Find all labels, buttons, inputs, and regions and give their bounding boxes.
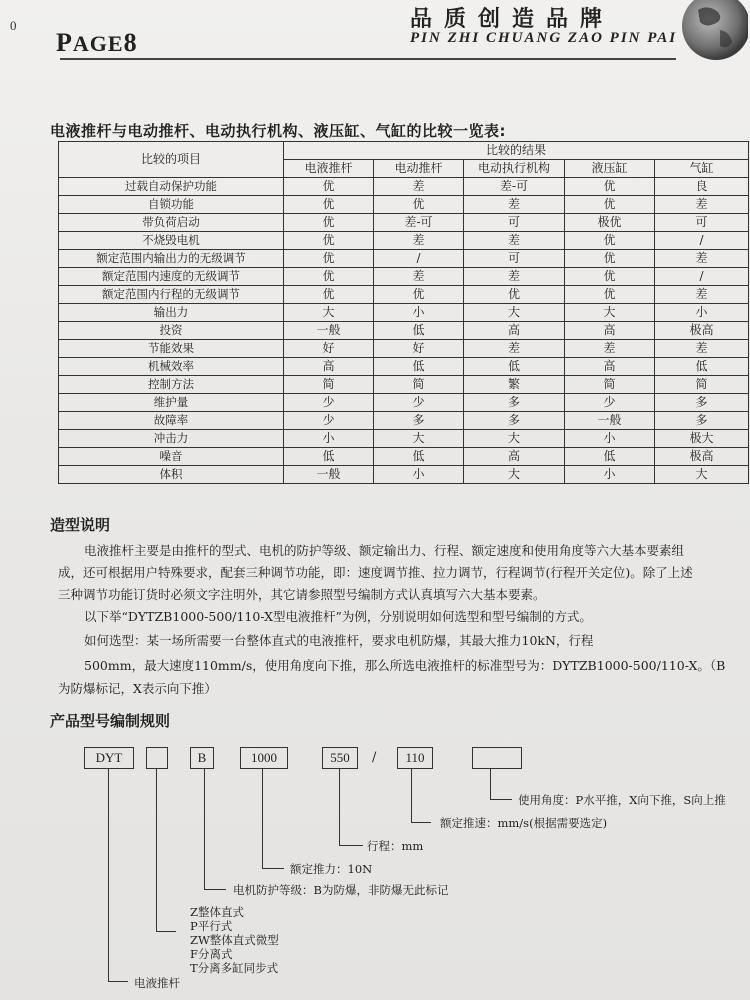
leader-line bbox=[204, 769, 205, 889]
model-box-series: DYT bbox=[84, 747, 134, 769]
row-value: 低 bbox=[655, 358, 749, 376]
globe-icon bbox=[668, 0, 748, 66]
label-speed: 额定推速：mm/s(根据需要选定) bbox=[440, 816, 608, 830]
selection-title: 造型说明 bbox=[50, 516, 111, 534]
table-title: 电液推杆与电动推杆、电动执行机构、液压缸、气缸的比较一览表: bbox=[50, 122, 507, 140]
table-row bbox=[59, 430, 749, 448]
row-value: 低 bbox=[284, 448, 374, 466]
leader-line bbox=[108, 981, 128, 982]
row-value: 优 bbox=[284, 178, 374, 196]
table-row bbox=[59, 214, 749, 232]
model-box-angle bbox=[472, 747, 522, 769]
label-types bbox=[190, 905, 279, 975]
page-number: 8 bbox=[123, 28, 138, 57]
row-value: 优 bbox=[565, 178, 655, 196]
row-item: 投资 bbox=[59, 322, 284, 340]
row-value: 优 bbox=[284, 250, 374, 268]
table-row bbox=[59, 394, 749, 412]
row-value: 差-可 bbox=[374, 214, 464, 232]
leader-line bbox=[156, 931, 176, 932]
selection-line: 如何选型：某一场所需要一台整体直式的电液推杆，要求电机防爆，其最大推力10kN，行程 bbox=[84, 633, 594, 648]
row-value: 大 bbox=[565, 304, 655, 322]
page-label-prefix: P bbox=[56, 28, 73, 57]
row-value: 高 bbox=[284, 358, 374, 376]
row-value: 低 bbox=[374, 448, 464, 466]
row-value: 简 bbox=[284, 376, 374, 394]
selection-line: 成，还可根据用户特殊要求，配套三种调节功能，即：速度调节推、拉力调节，行程调节(行程开关定位)。除了上述 bbox=[58, 565, 693, 580]
item-header: 比较的项目 bbox=[59, 142, 284, 178]
column-header: 电动推杆 bbox=[374, 160, 464, 178]
row-value: 小 bbox=[374, 466, 464, 484]
row-value: 好 bbox=[374, 340, 464, 358]
row-value: 优 bbox=[565, 250, 655, 268]
row-value: / bbox=[655, 268, 749, 286]
leader-line bbox=[108, 769, 109, 981]
leader-line bbox=[490, 769, 491, 799]
row-value: 可 bbox=[655, 214, 749, 232]
row-value: 差 bbox=[655, 286, 749, 304]
leader-line bbox=[411, 769, 412, 822]
row-value: 优 bbox=[284, 286, 374, 304]
table-header-row bbox=[59, 142, 749, 160]
row-value: 繁 bbox=[464, 376, 565, 394]
row-value: 多 bbox=[464, 412, 565, 430]
comparison-table bbox=[58, 141, 749, 484]
row-value: 少 bbox=[284, 394, 374, 412]
row-value: 优 bbox=[284, 196, 374, 214]
row-value: 好 bbox=[284, 340, 374, 358]
type-option: ZW整体直式微型 bbox=[190, 933, 279, 947]
row-value: 差 bbox=[374, 178, 464, 196]
row-value: / bbox=[655, 232, 749, 250]
row-value: 优 bbox=[374, 196, 464, 214]
label-force: 额定推力：10N bbox=[290, 862, 373, 876]
corner-mark: 0 bbox=[10, 18, 17, 33]
table-row bbox=[59, 304, 749, 322]
model-box-type bbox=[146, 747, 168, 769]
row-item: 额定范围内速度的无级调节 bbox=[59, 268, 284, 286]
table-body bbox=[59, 178, 749, 484]
row-value: 差 bbox=[464, 232, 565, 250]
column-header: 电液推杆 bbox=[284, 160, 374, 178]
row-value: 低 bbox=[464, 358, 565, 376]
row-item: 噪音 bbox=[59, 448, 284, 466]
table-row bbox=[59, 358, 749, 376]
table-row bbox=[59, 340, 749, 358]
row-value: 可 bbox=[464, 214, 565, 232]
row-value: 优 bbox=[284, 214, 374, 232]
row-value: 小 bbox=[565, 430, 655, 448]
row-value: 优 bbox=[565, 268, 655, 286]
row-item: 冲击力 bbox=[59, 430, 284, 448]
row-value: 少 bbox=[565, 394, 655, 412]
row-item: 不烧毁电机 bbox=[59, 232, 284, 250]
row-value: 多 bbox=[464, 394, 565, 412]
row-value: 极高 bbox=[655, 322, 749, 340]
row-value: 多 bbox=[374, 412, 464, 430]
row-item: 输出力 bbox=[59, 304, 284, 322]
model-separator: / bbox=[372, 750, 377, 765]
leader-line bbox=[339, 769, 340, 845]
row-value: 优 bbox=[284, 232, 374, 250]
leader-line bbox=[156, 769, 157, 931]
row-value: 差 bbox=[374, 268, 464, 286]
header-slogan-pinyin: PIN ZHI CHUANG ZAO PIN PAI bbox=[410, 30, 678, 46]
row-value: 低 bbox=[374, 358, 464, 376]
table-row bbox=[59, 178, 749, 196]
row-value: 极大 bbox=[655, 430, 749, 448]
table-row bbox=[59, 250, 749, 268]
row-value: 差 bbox=[464, 268, 565, 286]
leader-line bbox=[339, 845, 363, 846]
table-row bbox=[59, 232, 749, 250]
row-item: 额定范围内输出力的无级调节 bbox=[59, 250, 284, 268]
row-value: 可 bbox=[464, 250, 565, 268]
row-value: 差 bbox=[464, 196, 565, 214]
row-value: 优 bbox=[565, 232, 655, 250]
row-value: 差 bbox=[464, 340, 565, 358]
row-value: 高 bbox=[565, 322, 655, 340]
result-header: 比较的结果 bbox=[284, 142, 749, 160]
selection-line: 为防爆标记，X表示向下推） bbox=[58, 681, 217, 696]
leader-line bbox=[490, 799, 512, 800]
column-header: 液压缸 bbox=[565, 160, 655, 178]
model-rule-title: 产品型号编制规则 bbox=[50, 712, 171, 730]
row-item: 带负荷启动 bbox=[59, 214, 284, 232]
row-value: 差 bbox=[565, 340, 655, 358]
row-value: 大 bbox=[464, 304, 565, 322]
row-value: 差 bbox=[655, 250, 749, 268]
row-item: 额定范围内行程的无级调节 bbox=[59, 286, 284, 304]
row-value: 优 bbox=[374, 286, 464, 304]
row-value: 优 bbox=[565, 286, 655, 304]
header-divider bbox=[60, 58, 676, 60]
page-label bbox=[56, 28, 138, 58]
row-value: 高 bbox=[464, 448, 565, 466]
table-row bbox=[59, 448, 749, 466]
row-value: 一般 bbox=[284, 466, 374, 484]
type-option: T分离多缸同步式 bbox=[190, 961, 279, 975]
row-value: 极高 bbox=[655, 448, 749, 466]
selection-line: 三种调节功能订货时必须文字注明外，其它请参照型号编制方式认真填写六大基本要素。 bbox=[58, 587, 546, 602]
row-value: 低 bbox=[565, 448, 655, 466]
type-option: Z整体直式 bbox=[190, 905, 244, 919]
label-protection: 电机防护等级：B为防爆，非防爆无此标记 bbox=[233, 883, 449, 897]
table-row bbox=[59, 196, 749, 214]
row-value: 少 bbox=[374, 394, 464, 412]
row-value: 大 bbox=[464, 430, 565, 448]
column-header: 气缸 bbox=[655, 160, 749, 178]
label-product: 电液推杆 bbox=[134, 976, 180, 990]
model-box-speed: 110 bbox=[397, 747, 433, 769]
row-value: 简 bbox=[374, 376, 464, 394]
row-value: 优 bbox=[284, 268, 374, 286]
selection-line: 以下举“DYTZB1000-500/110-X型电液推杆”为例，分别说明如何选型和型号编制的方式。 bbox=[84, 609, 592, 624]
type-option: P平行式 bbox=[190, 919, 233, 933]
selection-line: 电液推杆主要是由推杆的型式、电机的防护等级、额定输出力、行程、额定速度和使用角度等六大基本要素组 bbox=[84, 543, 685, 558]
row-value: 良 bbox=[655, 178, 749, 196]
type-option: F分离式 bbox=[190, 947, 233, 961]
row-item: 控制方法 bbox=[59, 376, 284, 394]
table-row bbox=[59, 466, 749, 484]
row-value: 多 bbox=[655, 394, 749, 412]
row-value: 小 bbox=[655, 304, 749, 322]
row-item: 故障率 bbox=[59, 412, 284, 430]
row-value: / bbox=[374, 250, 464, 268]
table-row bbox=[59, 286, 749, 304]
row-value: 大 bbox=[374, 430, 464, 448]
column-header: 电动执行机构 bbox=[464, 160, 565, 178]
row-value: 一般 bbox=[284, 322, 374, 340]
row-item: 自锁功能 bbox=[59, 196, 284, 214]
leader-line bbox=[204, 889, 226, 890]
row-value: 一般 bbox=[565, 412, 655, 430]
row-value: 简 bbox=[655, 376, 749, 394]
row-item: 过载自动保护功能 bbox=[59, 178, 284, 196]
table-row bbox=[59, 322, 749, 340]
row-item: 体积 bbox=[59, 466, 284, 484]
row-value: 简 bbox=[565, 376, 655, 394]
row-item: 机械效率 bbox=[59, 358, 284, 376]
row-value: 极优 bbox=[565, 214, 655, 232]
leader-line bbox=[262, 769, 263, 868]
row-value: 差-可 bbox=[464, 178, 565, 196]
model-box-stroke: 550 bbox=[322, 747, 358, 769]
header-slogan: 品质创造品牌 bbox=[410, 7, 615, 32]
model-box-force: 1000 bbox=[240, 747, 288, 769]
row-value: 优 bbox=[565, 196, 655, 214]
row-value: 大 bbox=[284, 304, 374, 322]
row-value: 多 bbox=[655, 412, 749, 430]
row-value: 优 bbox=[464, 286, 565, 304]
leader-line bbox=[262, 868, 284, 869]
page-label-suffix: AGE bbox=[72, 31, 124, 56]
row-value: 小 bbox=[374, 304, 464, 322]
row-value: 高 bbox=[565, 358, 655, 376]
row-value: 差 bbox=[655, 196, 749, 214]
label-stroke: 行程：mm bbox=[367, 839, 424, 853]
row-item: 维护量 bbox=[59, 394, 284, 412]
table-row bbox=[59, 376, 749, 394]
table-row bbox=[59, 412, 749, 430]
row-value: 大 bbox=[464, 466, 565, 484]
model-box-protection: B bbox=[190, 747, 214, 769]
row-item: 节能效果 bbox=[59, 340, 284, 358]
row-value: 大 bbox=[655, 466, 749, 484]
row-value: 差 bbox=[374, 232, 464, 250]
row-value: 差 bbox=[655, 340, 749, 358]
row-value: 小 bbox=[284, 430, 374, 448]
row-value: 高 bbox=[464, 322, 565, 340]
leader-line bbox=[411, 822, 431, 823]
row-value: 小 bbox=[565, 466, 655, 484]
table-row bbox=[59, 268, 749, 286]
row-value: 低 bbox=[374, 322, 464, 340]
selection-line: 500mm，最大速度110mm/s，使用角度向下推，那么所选电液推杆的标准型号为：DYTZB1000-500/110-X。（B bbox=[84, 658, 726, 673]
row-value: 少 bbox=[284, 412, 374, 430]
label-angle: 使用角度：P水平推，X向下推，S向上推 bbox=[518, 793, 726, 807]
